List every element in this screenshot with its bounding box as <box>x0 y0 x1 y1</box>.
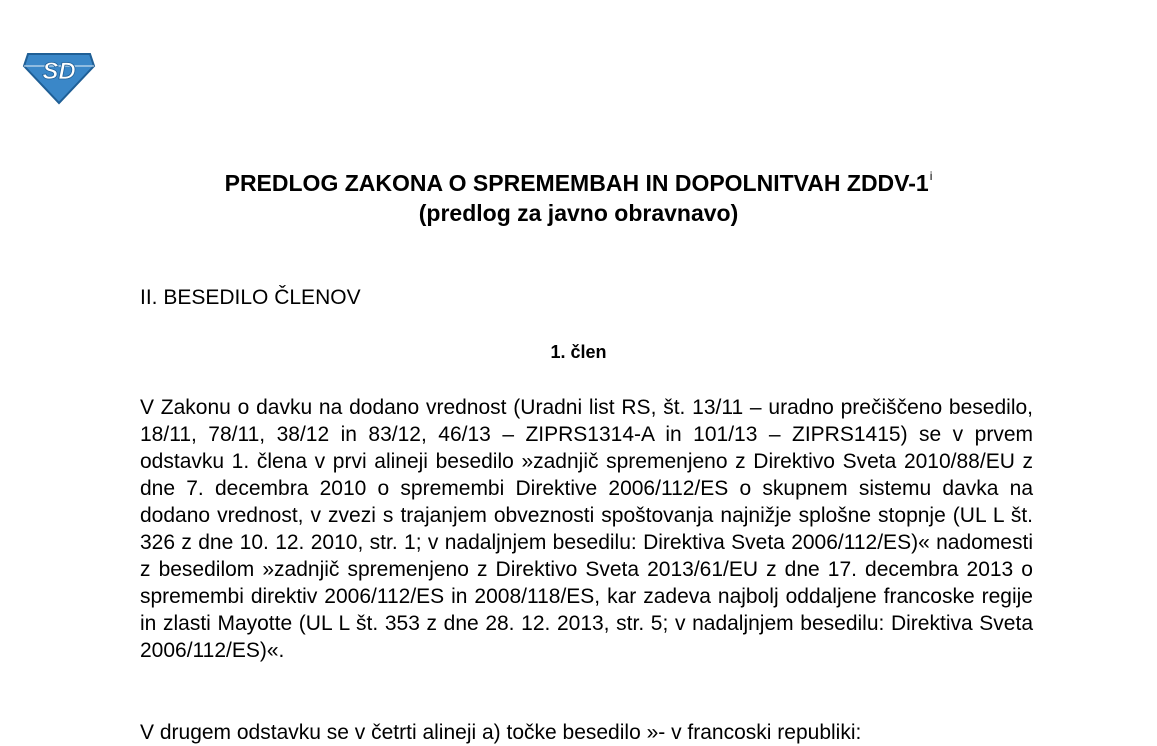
document-title <box>0 168 1157 198</box>
logo-text: SD <box>42 58 76 85</box>
article-paragraph-2: V drugem odstavku se v četrti alineji a) točke besedilo »- v francoski republiki: <box>140 721 862 744</box>
article-paragraph-1: V Zakonu o davku na dodano vrednost (Uradni list RS, št. 13/11 – uradno prečiščeno besedilo, 18/11, 78/11, 38/12 in 83/12, 46/13 – ZIPRS1314-A in 101/13 – ZIPRS1415) se v prvem odstavku 1. člena v prvi alineji besedilo »zadnjič spremenjeno z Direktivo Sveta 2010/88/EU z dne 7. decembra 2010 o spremembi Direktive 2006/112/ES o skupnem sistemu davka na dodano vrednost, v zvezi s trajanjem obveznosti spoštovanja najnižje splošne stopnje (UL L št. 326 z dne 10. 12. 2010, str. 1; v nadaljnjem besedilu: Direktiva Sveta 2006/112/ES)« nadomesti z besedilom »zadnjič spremenjeno z Direktivo Sveta 2013/61/EU z dne 17. decembra 2013 o spremembi direktiv 2006/112/ES in 2008/118/ES, kar zadeva najbolj oddaljene francoske regije in zlasti Mayotte (UL L št. 353 z dne 28. 12. 2013, str. 5; v nadaljnjem besedilu: Direktiva Sveta 2006/112/ES)«. <box>140 396 1033 662</box>
diamond-logo-icon <box>22 48 96 106</box>
article-number: 1. člen <box>550 342 607 362</box>
footnote-marker[interactable]: i <box>929 169 933 184</box>
document-subtitle: (predlog za javno obravnavo) <box>418 200 739 226</box>
document-title-text: PREDLOG ZAKONA O SPREMEMBAH IN DOPOLNITVAH ZDDV-1 <box>224 170 929 196</box>
section-heading: II. BESEDILO ČLENOV <box>140 286 361 309</box>
